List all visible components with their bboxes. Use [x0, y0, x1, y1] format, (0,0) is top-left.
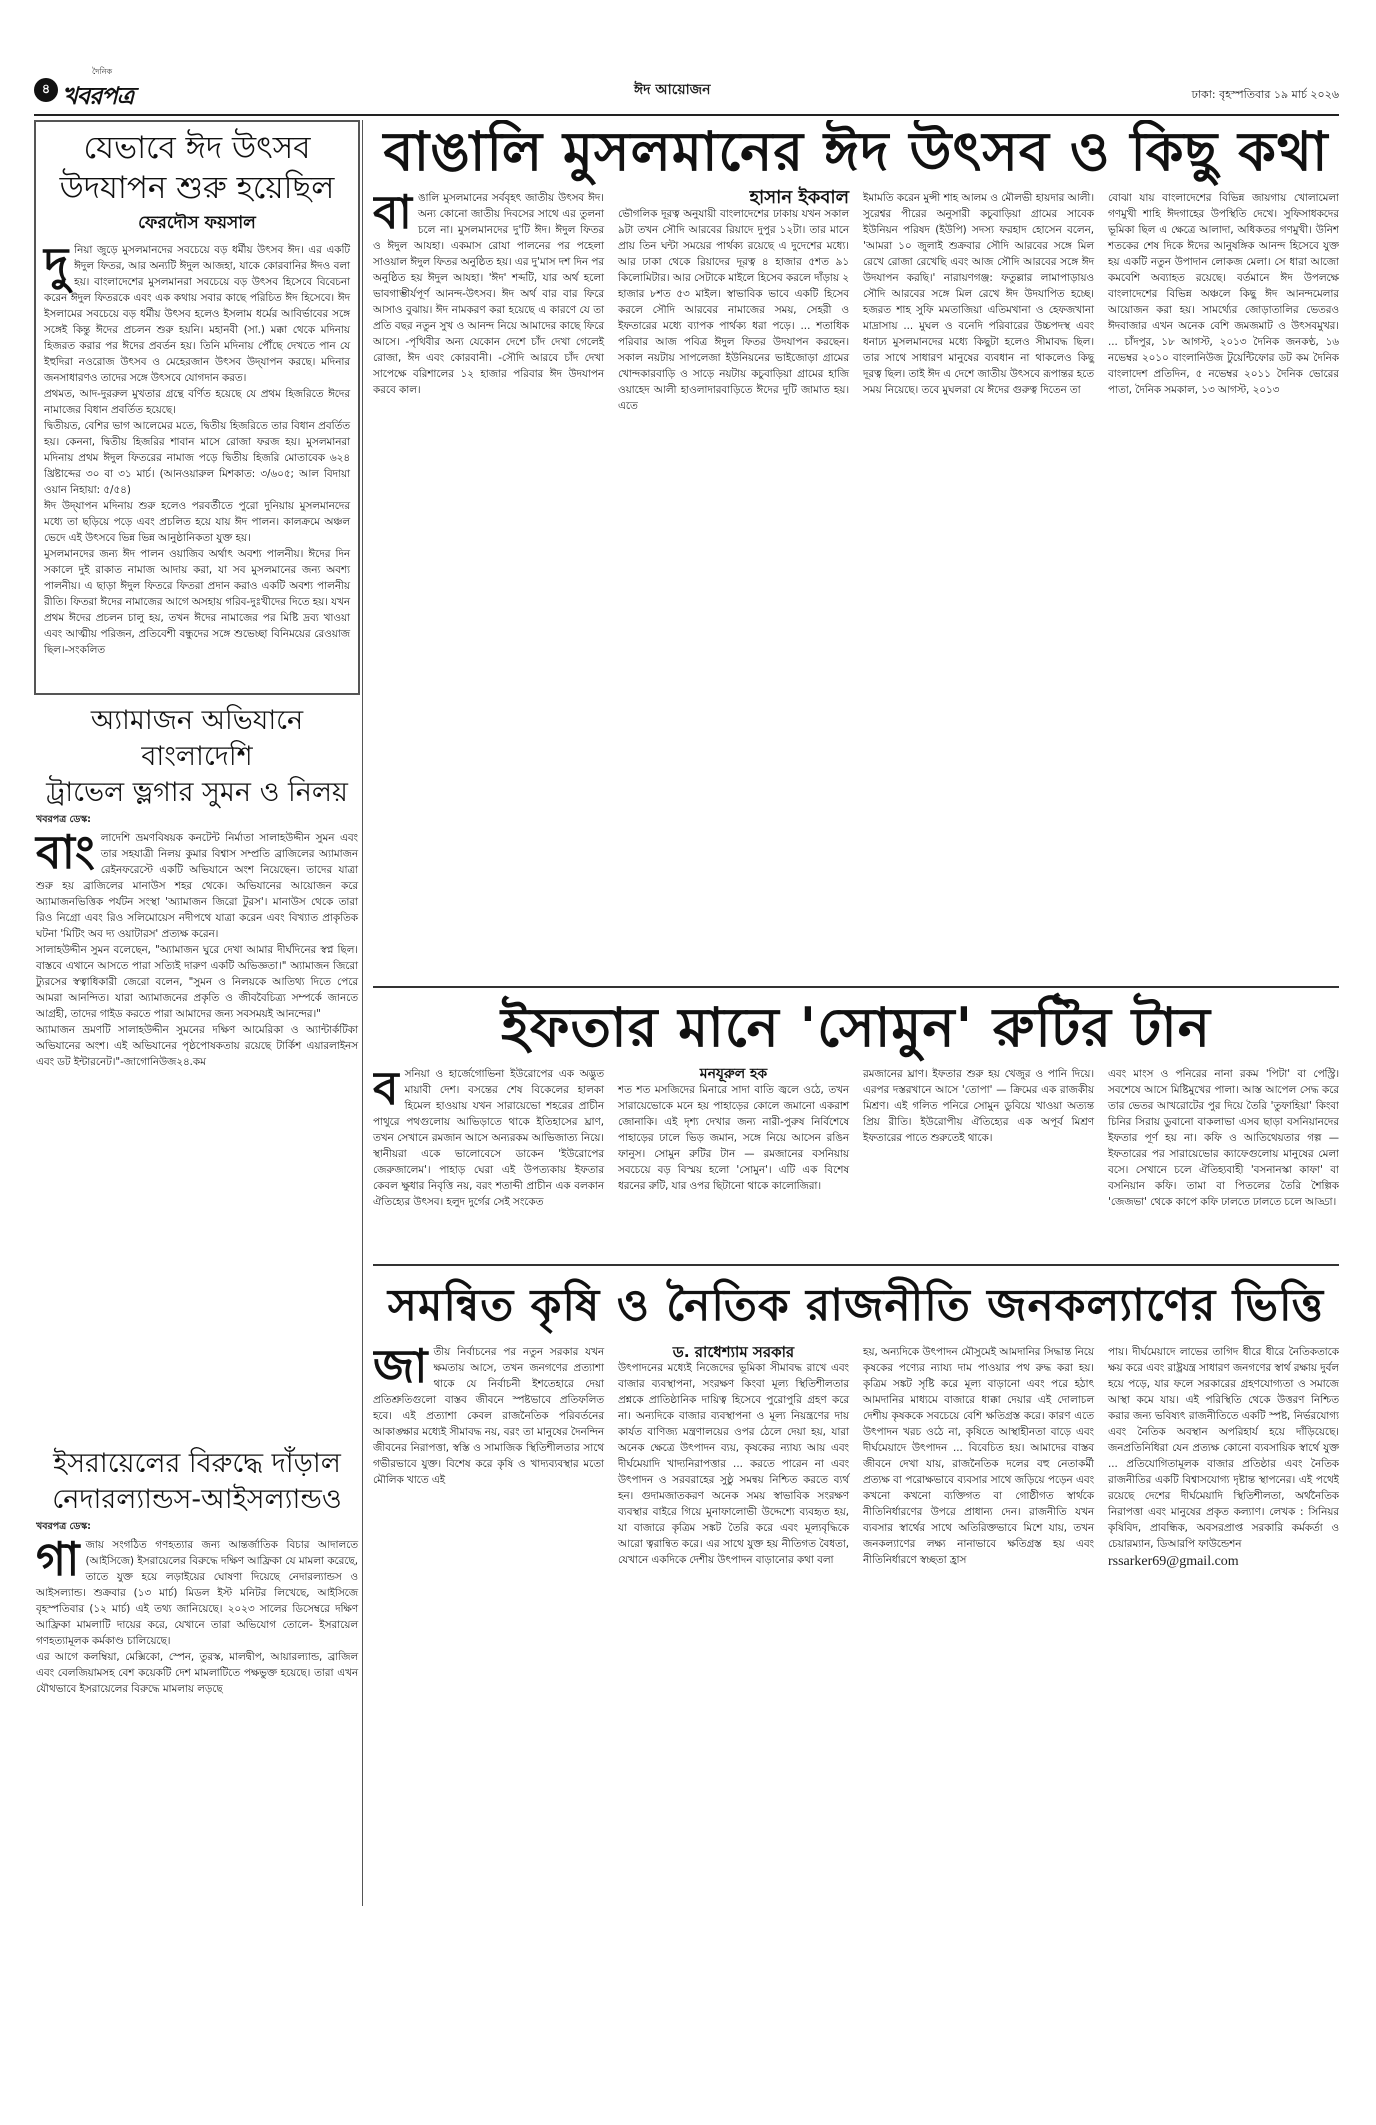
paragraph: সালাহউদ্দীন সুমন বলেছেন, "অ্যামাজন ঘুরে দেখা আমার দীর্ঘদিনের স্বপ্ন ছিল। বাস্তবে এখানে আসতে পারা সত্যিই দারুণ একটি অভিজ্ঞতা।" অ্যামাজন জিরো ট্যুরসের স্বত্বাধিকারী জেরো বলেন, "সুমন ও নিলয়কে আতিথ্য দিতে পেরে আমরা আনন্দিত। যারা অ্যামাজনের প্রকৃতি ও জীববৈচিত্র্য সম্পর্কে জানতে আগ্রহী, তাদের গাইড করতে পারা আমাদের জন্য সবসময়ই আনন্দের।"	[36, 944, 358, 1020]
article-bengali-eid	[373, 120, 1339, 980]
column-2	[618, 187, 849, 414]
paper-logo: খবরপত্র	[62, 81, 134, 110]
column-text: বোঝা যায় বাংলাদেশের বিভিন্ন জায়গায় খোলামেলা গণমুখী শাহি ঈদগাহের উপস্থিতি দেখে। সুফিসাধকদের ভূমিকা ছিল এ ক্ষেত্রে আলাদা, অধিকতর গণমুখী। উনিশ শতকের শেষ দিকে ঈদের আনুষঙ্গিক আনন্দ হিসেবে যুক্ত হয় একটি নতুন উপাদান লোকজ মেলা। সে ধারা আজো কমবেশি অব্যাহত রয়েছে। বর্তমানে ঈদ উপলক্ষে বাংলাদেশের বিভিন্ন অঞ্চলে কিছু ঈদ আনন্দমেলার আয়োজন করা হয়। সামর্থ্যের জোড়াতালির ভেতরও ঈদবাজার এখন অনেক বেশি জমজমাট ও উৎসবমুখর। ... চাঁদপুর, ১৮ আগস্ট, ২০১৩ দৈনিক জনকণ্ঠ, ১৬ নভেম্বর ২০১০ বাংলানিউজ টুয়েন্টিফোর ডট কম দৈনিক বাংলাদেশ প্রতিদিন, ৫ নভেম্বর ২০১১ দৈনিক ভোরের পাতা, দৈনিক সমকাল, ১৩ আগস্ট, ২০১৩	[1108, 192, 1339, 396]
left-column	[34, 120, 360, 2020]
author-byline: হাসান ইকবাল	[749, 187, 849, 208]
column-4	[1108, 1344, 1339, 1570]
column-1	[373, 1339, 604, 1570]
paragraph: এর আগে কলম্বিয়া, মেক্সিকো, স্পেন, তুরস্ক, মালদ্বীপ, আয়ারল্যান্ড, ব্রাজিল এবং বেলজিয়ামসহ বেশ কয়েকটি দেশ মামলাটিতে পক্ষভুক্ত হয়েছে। তারা এখন যৌথভাবে ইসরায়েলের বিরুদ্ধে মামলায় লড়ছে	[36, 1651, 358, 1695]
column-4	[1108, 190, 1339, 414]
paper-daily-label: দৈনিক	[92, 67, 113, 76]
top-margin	[0, 0, 1376, 72]
paragraph: অ্যামাজন ভ্রমণটি সালাহউদ্দীন সুমনের দক্ষিণ আমেরিকা ও অ্যান্টার্কটিকা অভিযানের অংশ। এই অভিযানের পৃষ্ঠপোষকতায় রয়েছে টার্কিশ এয়ারলাইনস এবং ডট ইন্টারনেট।"-জাগোনিউজ২৪.কম	[36, 1024, 358, 1068]
column-3	[863, 1066, 1094, 1210]
paragraph: প্রথমত, আদ-দুররুল মুখতার গ্রন্থে বর্ণিত হয়েছে যে প্রথম হিজরিতে ঈদের নামাজের বিধান প্রবর্তিত হয়েছে।	[44, 388, 350, 416]
headline-line-1: অ্যামাজন অভিযানে বাংলাদেশি	[90, 705, 304, 772]
desk-credit: খবরপত্র ডেস্ক:	[36, 814, 91, 825]
column-text: তীয় নির্বাচনের পর নতুন সরকার যখন ক্ষমতায় আসে, তখন জনগণের প্রত্যাশা থাকে যে নির্বাচনী ইশতেহারে দেয়া প্রতিশ্রুতিগুলো বাস্তব জীবনে স্পষ্টভাবে প্রতিফলিত হবে। এই প্রত্যাশা কেবল রাজনৈতিক পরিবর্তনের আকাঙ্ক্ষার মধ্যেই সীমাবদ্ধ নয়, বরং তা মানুষের দৈনন্দিন জীবনের নিরাপত্তা, স্বস্তি ও সামাজিক স্থিতিশীলতার সাথে গভীরভাবে যুক্ত। বিশেষ করে কৃষি ও খাদ্যব্যবস্থার মতো মৌলিক খাতে এই	[373, 1346, 604, 1486]
article-columns	[373, 1339, 1339, 1570]
dropcap: দু	[44, 237, 69, 291]
column-text: উৎপাদনের মধ্যেই নিজেদের ভূমিকা সীমাবদ্ধ রাখে এবং বাজার ব্যবস্থাপনা, সংরক্ষণ কিংবা মূল্য স্থিতিশীলতার প্রশ্নকে প্রাতিষ্ঠানিক দায়িত্ব হিসেবে পুরোপুরি গ্রহণ করে না। অন্যদিকে বাজার ব্যবস্থাপনা ও মূল্য নিয়ন্ত্রণের দায় কার্যত বাণিজ্য মন্ত্রণালয়ের ওপর ঠেলে দেয়া হয়, যারা অনেক ক্ষেত্রে উৎপাদন ব্যয়, কৃষকের ন্যায্য আয় এবং দীর্ঘমেয়াদি খাদ্যনিরাপত্তার ... করতে পারেন না এবং উৎপাদন ও সরবরাহের সুষ্ঠু সমন্বয় নিশ্চিত করতে ব্যর্থ হন। গুদামজাতকরণ অনেক সময় স্বাভাবিক সংরক্ষণ ব্যবস্থার বাইরে গিয়ে মুনাফালোভী উদ্দেশ্যে ব্যবহৃত হয়, যা বাজারে কৃত্রিম সঙ্কট তৈরি করে এবং মূল্যবৃদ্ধিকে আরো ত্বরান্বিত করে। এর সাথে যুক্ত হয় নীতিগত বৈধতা, যেখানে একদিকে দেশীয় উৎপাদন বাড়ানোর কথা বলা	[618, 1362, 849, 1566]
paragraph: জায় সংগঠিত গণহত্যার জন্য আন্তর্জাতিক বিচার আদালতে (আইসিজে) ইসরায়েলের বিরুদ্ধে দক্ষিণ আফ্রিকা যে মামলা করেছে, তাতে যুক্ত হয়ে লড়াইয়ের ঘোষণা দিয়েছে নেদারল্যান্ডস ও আইসল্যান্ড। শুক্রবার (১৩ মার্চ) মিডল ইস্ট মনিটর লিখেছে, আইসিজে বৃহস্পতিবার (১২ মার্চ) এই তথ্য জানিয়েছে। ২০২৩ সালের ডিসেম্বরে দক্ষিণ আফ্রিকা মামলাটি দায়ের করে, যেখানে তারা অভিযোগ তোলে- ইসরায়েল গণহত্যামূলক কর্মকাণ্ড চালিয়েছে।	[36, 1539, 358, 1647]
right-area	[362, 120, 1339, 1906]
byline: ফেরদৌস ফয়সাল	[138, 213, 256, 233]
article-body	[36, 1532, 358, 1697]
dropcap: ব	[373, 1061, 399, 1115]
paragraph: দ্বিতীয়ত, বেশির ভাগ আলেমের মতে, দ্বিতীয় হিজরিতে তার বিধান প্রবর্তিত হয়। কেননা, দ্বিতীয় হিজরির শাবান মাসে রোজা ফরজ হয়। মুসলমানরা মদিনায় প্রথম ঈদুল ফিতরের নামাজ পড়ে দ্বিতীয় হিজরি মোতাবেক ৬২৪ খ্রিষ্টাব্দের ৩০ বা ৩১ মার্চ। (আনওয়ারুল মিশকাত: ৩/৬০৫; আল বিদায়া ওয়ান নিহায়া: ৫/৫৪)	[44, 420, 350, 496]
article-eid-history	[34, 120, 360, 695]
article-body	[44, 237, 350, 658]
column-text: এবং মাংস ও পনিরের নানা রকম 'পিটা' বা পেস্ট্রি। সবশেষে আসে মিষ্টিমুখের পালা। আস্ত আপেল সেদ্ধ করে তার ভেতর আখরোটের পুর দিয়ে তৈরি 'তুফাহিয়া' কিংবা চিনির সিরায় ডুবানো বাকলাভা এসব ছাড়া বসনিয়ানদের ইফতার পূর্ণ হয় না। কফি ও আতিথেয়তার গল্প — ইফতারের পর সারায়েভোর ক্যাফেগুলোয় মানুষের মেলা বসে। সেখানে চলে ঐতিহ্যবাহী 'বসনানস্কা কাফা' বা বসনিয়ান কফি। তামা বা পিতলের তৈরি শৈল্পিক 'জেজভা' থেকে কাপে কফি ঢালতে ঢালতে চলে আড্ডা।	[1108, 1068, 1339, 1208]
dropcap: বা	[373, 185, 412, 239]
author-byline: ড. রাধেশ্যাম সরকার	[672, 1343, 795, 1361]
column-2	[618, 1344, 849, 1570]
column-text: ভৌগলিক দূরত্ব অনুযায়ী বাংলাদেশের ঢাকায় যখন সকাল ৯টা তখন সৌদি আরবের রিয়াদে দুপুর ১২টা। তার মানে প্রায় তিন ঘন্টা সময়ের পার্থক্য রয়েছে এ দুদেশের মধ্যে। আর ঢাকা থেকে রিয়াদের দূরত্ব ৪ হাজার ৫শত ৯১ কিলোমিটার। আর সেটাকে মাইলে হিসেব করলে দাঁড়ায় ২ হাজার ৮শত ৫৩ মাইল। স্বাভাবিক ভাবে একটি হিসেব করলে সৌদি আরবের নামাজের সময়, সেহরী ও ইফতারের মধ্যে ব্যাপক পার্থক্য ধরা পড়ে। ... শতাধিক পরিবার আজ পবিত্র ঈদুল ফিতর উদযাপন করছেন। সকাল নয়টায় সাপলেজা ইউনিয়নের ভাইজোড়া গ্রামের খোন্দকারবাড়ি ও সাড়ে নয়টায় কচুবাড়িয়া গ্রামের হাজি ওয়াহেদ আলী হাওলাদারবাড়িতে ঈদের দুটি জামাত হয়। এতে	[618, 208, 849, 412]
column-text: রমজানের ঘ্রাণ। ইফতার শুরু হয় খেজুর ও পানি দিয়ে। এরপর দস্তরখানে আসে 'তোপা' — ক্রিমের এক রাজকীয় মিশ্রণ। এই গলিত পনিরে সোমুন ডুবিয়ে খাওয়া অত্যন্ত প্রিয় রীতি। ইউরোপীয় ঐতিহ্যের এক অপূর্ব মিশ্রণ ইফতারের পাতে শুরুতেই থাকে।	[863, 1068, 1094, 1144]
main-headline: বাঙালি মুসলমানের ঈদ উৎসব ও কিছু কথা	[383, 120, 1329, 183]
article-integrated-agriculture	[373, 1266, 1339, 1906]
paragraph: ঈদ উদ্‌যাপন মদিনায় শুরু হলেও পরবর্তীতে পুরো দুনিয়ায় মুসলমানদের মধ্যে তা ছড়িয়ে পড়ে এবং প্রচলিত হয়ে যায় ঈদ পালন। কালক্রমে অঞ্চল ভেদে এই উৎসবে ভিন্ন ভিন্ন আনুষ্ঠানিকতা যুক্ত হয়।	[44, 500, 350, 544]
column-text: সনিয়া ও হার্জেগোভিনা ইউরোপের এক অদ্ভুত মায়াবী দেশ। বসন্তের শেষ বিকেলের হালকা হিমেল হাওয়ায় যখন সারায়েভো শহরের প্রাচীন পাথুরে পথগুলোয় আভিড়াতে থাকে ইতিহাসের ঘ্রাণ, তখন সেখানে রমজান আসে অন্যরকম আভিজাত্য নিয়ে। স্থানীয়রা একে ভালোবেসে ডাকেন 'ইউরোপের জেরুজালেম'। পাহাড় ঘেরা এই উপত্যকায় ইফতার কেবল ক্ষুধার নিবৃত্তি নয়, বরং শতাব্দী প্রাচীন এক বলকান ঐতিহ্যের উৎসব। হলুদ দুর্গের সেই সংকেত	[373, 1068, 604, 1208]
dropcap: জা	[373, 1339, 428, 1393]
dropcap: বাং	[36, 825, 95, 879]
masthead	[34, 67, 1339, 116]
column-3	[863, 1344, 1094, 1570]
main-headline: সমন্বিত কৃষি ও নৈতিক রাজনীতি জনকল্যাণের ভিত্তি	[387, 1280, 1325, 1331]
column-4	[1108, 1066, 1339, 1210]
section-title: ঈদ আয়োজন	[634, 82, 711, 98]
article-columns	[373, 185, 1339, 414]
headline-line-2: উদযাপন শুরু হয়েছিল	[59, 170, 335, 206]
article-iftar-somun	[373, 988, 1339, 1258]
headline-line-2: নেদারল্যান্ডস-আইসল্যান্ডও	[52, 1484, 342, 1515]
paragraph: মুসলমানদের জন্য ঈদ পালন ওয়াজিব অর্থাৎ অবশ্য পালনীয়। ঈদের দিন সকালে দুই রাকাত নামাজ আদায় করা, যা সব মুসলমানের জন্য অবশ্য পালনীয়। এ ছাড়া ঈদুল ফিতরে ফিতরা প্রদান করাও একটি অবশ্য পালনীয় রীতি। ফিতরা ঈদের নামাজের আগে অসহায় গরিব-দুঃখীদের দিতে হয়। যখন প্রথম ঈদের প্রচলন চালু হয়, তখন ঈদের নামাজের পর মিষ্টি দ্রব্য খাওয়া এবং আত্মীয় পরিজন, প্রতিবেশী বন্ধুদের সঙ্গে শুভেচ্ছা বিনিময়ের রেওয়াজ ছিল।-সংকলিত	[44, 548, 350, 656]
column-text: পায়। দীর্ঘমেয়াদে লাভের তাগিদ ধীরে ধীরে নৈতিকতাকে ক্ষয় করে এবং রাষ্ট্রযন্ত্র সাধারণ জনগণের স্বার্থ রক্ষায় দুর্বল হয়ে পড়ে, যার ফলে সরকারের গ্রহণযোগ্যতা ও সমাজে আস্থা কমে যায়। এই পরিস্থিতি থেকে উত্তরণ নিশ্চিত করার জন্য ভবিষ্যৎ রাজনীতিতে একটি স্পষ্ট, নির্ভরযোগ্য এবং নৈতিক অবস্থান অপরিহার্য হয়ে দাঁড়িয়েছে। জনপ্রতিনিধিরা যেন প্রত্যক্ষ কোনো ব্যবসায়িক স্বার্থে যুক্ত ... প্রতিযোগিতামূলক বাজার প্রতিষ্ঠার এবং নৈতিক রাজনীতির একটি বিশ্বাসযোগ্য দৃষ্টান্ত স্থাপনের। এই পথেই রয়েছে দেশের দীর্ঘমেয়াদি স্থিতিশীলতা, অর্থনৈতিক নিরাপত্তা এবং মানুষের প্রকৃত কল্যাণ। লেখক : সিনিয়র কৃষিবিদ, প্রাবন্ধিক, অবসরপ্রাপ্ত সরকারি কর্মকর্তা ও চেয়ারম্যান, ডিআরপি ফাউন্ডেশন	[1108, 1346, 1339, 1550]
headline-line-1: যেভাবে ঈদ উৎসব	[83, 130, 311, 166]
column-text: ঙালি মুসলমানের সর্ববৃহৎ জাতীয় উৎসব ঈদ। অন্য কোনো জাতীয় দিবসের সাথে এর তুলনা চলে না। মুসলমানদের দু'টি ঈদ। ঈদুল ফিতর ও ঈদুল আযহা। একমাস রোযা পালনের পর পহেলা সাওয়াল ঈদুল ফিতর অনুষ্ঠিত হয়। এর দু'মাস দশ দিন পর অনুষ্ঠিত হয় ঈদুল আযহা। 'ঈদ' শব্দটি, যার অর্থ হলো ভাবগাম্ভীর্যপূর্ণ আনন্দ-উৎসব। ঈদ অর্থ বার বার ফিরে আসাও বুঝায়। ঈদ নামকরণ করা হয়েছে এ কারণে যে তা প্রতি বছর নতুন সুখ ও আনন্দ নিয়ে আমাদের কাছে ফিরে আসে। -পৃথিবীর অন্য যেকোন দেশে চাঁদ দেখা গেলেই রোজা, ঈদ এবং কোরবানী। -সৌদি আরবে চাঁদ দেখা সাপেক্ষে বরিশালের ১২ হাজার পরিবার ঈদ উদযাপন করবে কাল।	[373, 192, 604, 396]
author-byline: মনযূরুল হক	[699, 1066, 768, 1082]
column-3	[863, 190, 1094, 414]
column-2	[618, 1066, 849, 1210]
column-1	[373, 185, 604, 414]
article-columns	[373, 1061, 1339, 1210]
article-body	[36, 825, 358, 1070]
desk-credit: খবরপত্র ডেস্ক:	[36, 1521, 91, 1532]
headline-line-2: ট্রাভেল ভ্লগার সুমন ও নিলয়	[46, 777, 348, 808]
column-text: ইমামতি করেন মুন্সী শাহ আলম ও মৌলভী হায়দার আলী। সুরেশ্বর পীরের অনুসারী কচুবাড়িয়া গ্রামের সাবেক ইউনিয়ন পরিষদ (ইউপি) সদস্য ফরহাদ হোসেন বলেন, 'আমরা ১০ জুলাই শুক্রবার সৌদি আরবের সঙ্গে মিল রেখে রোজা রেখেছি এবং আজ সৌদি আরবের সঙ্গে ঈদ উদযাপন করছি।' নারায়ণগঞ্জ: ফতুল্লার লামাপাড়ায়ও সৌদি আরবের সঙ্গে মিল রেখে ঈদ উদযাপিত হচ্ছে। হজরত শাহ সুফি মমতাজিয়া এতিমখানা ও হেফজখানা মাদ্রাসায় ... মুঘল ও বনেদি পরিবারের উচ্চপদস্থ এবং ধনাঢ্য মুসলমানদের মধ্যে কিছুটা হলেও সীমাবদ্ধ ছিল। তার সাথে সাধারণ মানুষের ব্যবধান না থাকলেও কিছু দূরত্ব ছিল। তাই ঈদ এ দেশে জাতীয় উৎসবে রূপান্তর হতে সময় নিয়েছে। তবে মুঘলরা যে ঈদের গুরুত্ব দিতেন তা	[863, 192, 1094, 396]
paragraph: নিয়া জুড়ে মুসলমানদের সবচেয়ে বড় ধর্মীয় উৎসব ঈদ। এর একটি ঈদুল ফিতর, আর অন্যটি ঈদুল আজহা, যাকে কোরবানির ঈদও বলা হয়। বাংলাদেশের মুসলমানরা সবচেয়ে বড় উৎসব হিসেবে বিবেচনা করেন ঈদুল ফিতরকে এবং এক কথায় সবার কাছে পরিচিত ঈদ হিসেবে। ঈদ ইসলামের সবচেয়ে বড় ধর্মীয় উৎসব হলেও ইসলাম ধর্মের আবির্ভাবের সঙ্গে সঙ্গেই কিন্তু ঈদের প্রচলন শুরু হয়নি। মহানবী (সা.) মক্কা থেকে মদিনায় হিজরত করার পর ঈদের প্রবর্তন হয়। তিনি মদিনায় পৌঁছে দেখতে পান যে ইহুদিরা নওরোজ উৎসব ও মেহেরজান উৎসব উদ্‌যাপন করছে। মদিনার জনসাধারণও তাদের সঙ্গে উৎসবে যোগদান করত।	[44, 244, 350, 384]
headline-line-1: ইসরায়েলের বিরুদ্ধে দাঁড়াল	[53, 1448, 341, 1479]
dateline: ঢাকা: বৃহস্পতিবার ১৯ মার্চ ২০২৬	[1191, 88, 1339, 101]
article-israel-icj	[34, 1440, 360, 2020]
page-number-badge: ৪	[34, 78, 58, 102]
column-text: শত শত মসজিদের মিনারে সাদা বাতি জ্বলে ওঠে, তখন সারায়েভোকে মনে হয় পাহাড়ের কোলে জমানো একরাশ জোনাকি। এই দৃশ্য দেখার জন্য নারী-পুরুষ নির্বিশেষে পাহাড়ের ঢালে ভিড় জমান, সঙ্গে নিয়ে আসেন রঙিন ফানুস। সোমুন রুটির টান — রমজানের বসনিয়ায় সবচেয়ে বড় বিস্ময় হলো 'সোমুন'। এটি এক বিশেষ ধরনের রুটি, যার ওপর ছিটানো থাকে কালোজিরা।	[618, 1084, 849, 1192]
article-amazon	[34, 695, 360, 1440]
column-1	[373, 1061, 604, 1210]
column-text: হয়, অন্যদিকে উৎপাদন মৌসুমেই আমদানির সিদ্ধান্ত নিয়ে কৃষকের পণ্যের ন্যায্য দাম পাওয়ার পথ রুদ্ধ করা হয়। কৃত্রিম সঙ্কট সৃষ্টি করে মূল্য বাড়ানো এবং পরে হঠাৎ আমদানির মাধ্যমে বাজারে ধাক্কা দেয়ার এই দোলাচল দেশীয় কৃষককে সবচেয়ে বেশি ক্ষতিগ্রস্ত করে। কারণ এতে উৎপাদন খরচ ওঠে না, কৃষিতে আস্থাহীনতা বাড়ে এবং দীর্ঘমেয়াদে উৎপাদন ... বিবেচিত হয়। আমাদের বাস্তব জীবনে দেখা যায়, রাজনৈতিক দলের বহু নেতাকর্মী প্রত্যক্ষ বা পরোক্ষভাবে ব্যবসার সাথে জড়িয়ে পড়েন এবং কখনো কখনো ব্যক্তিগত বা গোষ্ঠীগত স্বার্থকে নীতিনির্ধারণের উপরে প্রাধান্য দেন। রাজনীতি যখন ব্যবসার স্বার্থের সাথে অতিরিক্তভাবে মিশে যায়, তখন জনকল্যাণের লক্ষ্য নানাভাবে ক্ষতিগ্রস্ত হয় এবং নীতিনির্ধারণে স্বচ্ছতা হ্রাস	[863, 1346, 1094, 1566]
dropcap: গা	[36, 1532, 80, 1586]
main-headline: ইফতার মানে 'সোমুন' রুটির টান	[500, 996, 1212, 1059]
author-email: rssarker69@gmail.com	[1108, 1554, 1239, 1569]
paragraph: লাদেশি ভ্রমণবিষয়ক কনটেন্ট নির্মাতা সালাহউদ্দীন সুমন এবং তার সহযাত্রী নিলয় কুমার বিশ্বাস সম্প্রতি ব্রাজিলের অ্যামাজন রেইনফরেস্টে একটি অভিযানে অংশ নিয়েছেন। তাদের যাত্রা শুরু হয় ব্রাজিলের মানাউস শহর থেকে। অভিযানের আয়োজন করে অ্যামাজনভিত্তিক পর্যটন সংস্থা 'অ্যামাজন জিরো টুরস'। মানাউস থেকে তারা রিও নিগ্রো এবং রিও সলিমোয়েস নদীপথে যাত্রা করেন এবং বিখ্যাত প্রাকৃতিক ঘটনা 'মিটিং অব দ্য ওয়াটারস' প্রত্যক্ষ করেন।	[36, 832, 358, 940]
